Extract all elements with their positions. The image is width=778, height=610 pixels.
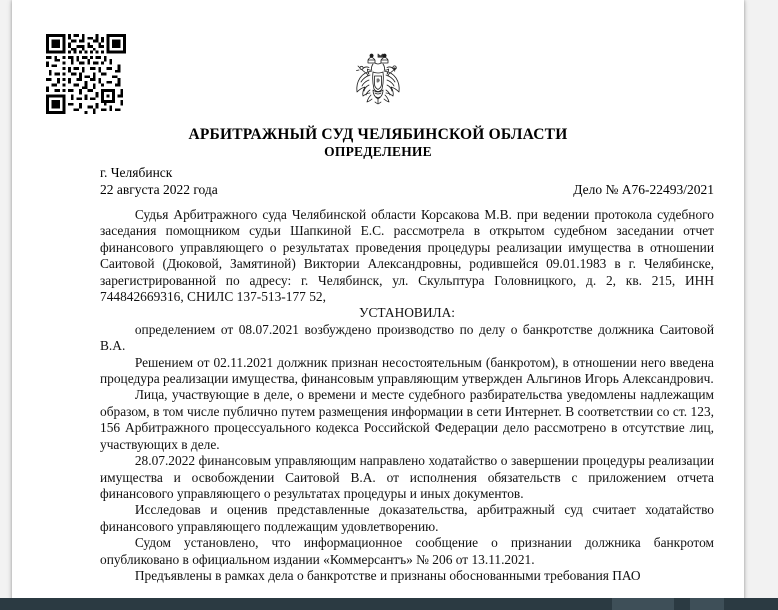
page-title: АРБИТРАЖНЫЙ СУД ЧЕЛЯБИНСКОЙ ОБЛАСТИ (188, 126, 568, 143)
bottom-toolbar[interactable] (0, 598, 778, 610)
document-meta (100, 164, 714, 198)
paragraph-publication: Судом установлено, что информационное сообщение о признании должника банкротом опубликовано в официальном издании «Коммерсантъ» № 206 от 13.11.2021. (100, 535, 714, 567)
meta-row-date-case (100, 181, 714, 198)
case-number: Дело № А76-22493/2021 (573, 182, 714, 197)
document-page (12, 0, 744, 600)
paragraph-petition-filed: 28.07.2022 финансовым управляющим направлено ходатайство о завершении процедуры реализации имущества и освобождении Саитовой В.А. от исполнения обязательств с приложением отчета финансового управляющего о результатах процедуры и иных документов. (100, 453, 714, 501)
city-label: г. Челябинск (100, 165, 173, 180)
document-type-subtitle: ОПРЕДЕЛЕНИЕ (324, 144, 432, 159)
paragraph-intro: Судья Арбитражного суда Челябинской области Корсакова М.В. при ведении протокола судебного заседания помощником судьи Шапкиной Е.С. рассмотрела в открытом судебном заседании отчет финансового управляющего о результатах проведения процедуры реализации имущества в отношении Саитовой (Дюковой, Замятиной) Виктории Александровны, родившейся 09.01.1983 в г. Челябинске, зарегистрированной по адресу: г. Челябинск, ул. Скульптура Головницкого, д. 2, кв. 215, ИНН 744842669316, СНИЛС 137-513-177 52, (100, 207, 714, 305)
meta-row-city (100, 164, 714, 181)
paragraph-bankruptcy-decision: Решением от 02.11.2021 должник признан несостоятельным (банкротом), в отношении него введена процедура реализации имущества, финансовым управляющим утвержден Альгинов Игорь Александрович. (100, 354, 714, 387)
toolbar-control-b[interactable] (690, 598, 724, 610)
document-date: 22 августа 2022 года (100, 182, 218, 197)
paragraph-court-conclusion: Исследовав и оценив представленные доказательства, арбитражный суд считает ходатайство финансового управляющего подлежащим удовлетворению. (100, 502, 714, 534)
section-heading-ustanovila: УСТАНОВИЛА: (358, 305, 455, 321)
document-body (100, 207, 714, 584)
toolbar-control-a[interactable] (612, 598, 674, 610)
paragraph-claims: Предъявлены в рамках дела о банкротстве и признаны обоснованными требования ПАО (134, 567, 641, 583)
russian-coat-of-arms-icon (12, 50, 744, 122)
paragraph-case-opened: определением от 08.07.2021 возбуждено производство по делу о банкротстве должника Саитовой В.А. (100, 321, 714, 354)
paragraph-parties-notified: Лица, участвующие в деле, о времени и месте судебного разбирательства уведомлены надлежащим образом, в том числе публично путем размещения информации в сети Интернет. В соответствии со ст. 123, 156 Арбитражного процессуального кодекса Российской Федерации дело рассмотрено в отсутствие лиц, участвующих в деле. (100, 387, 714, 452)
